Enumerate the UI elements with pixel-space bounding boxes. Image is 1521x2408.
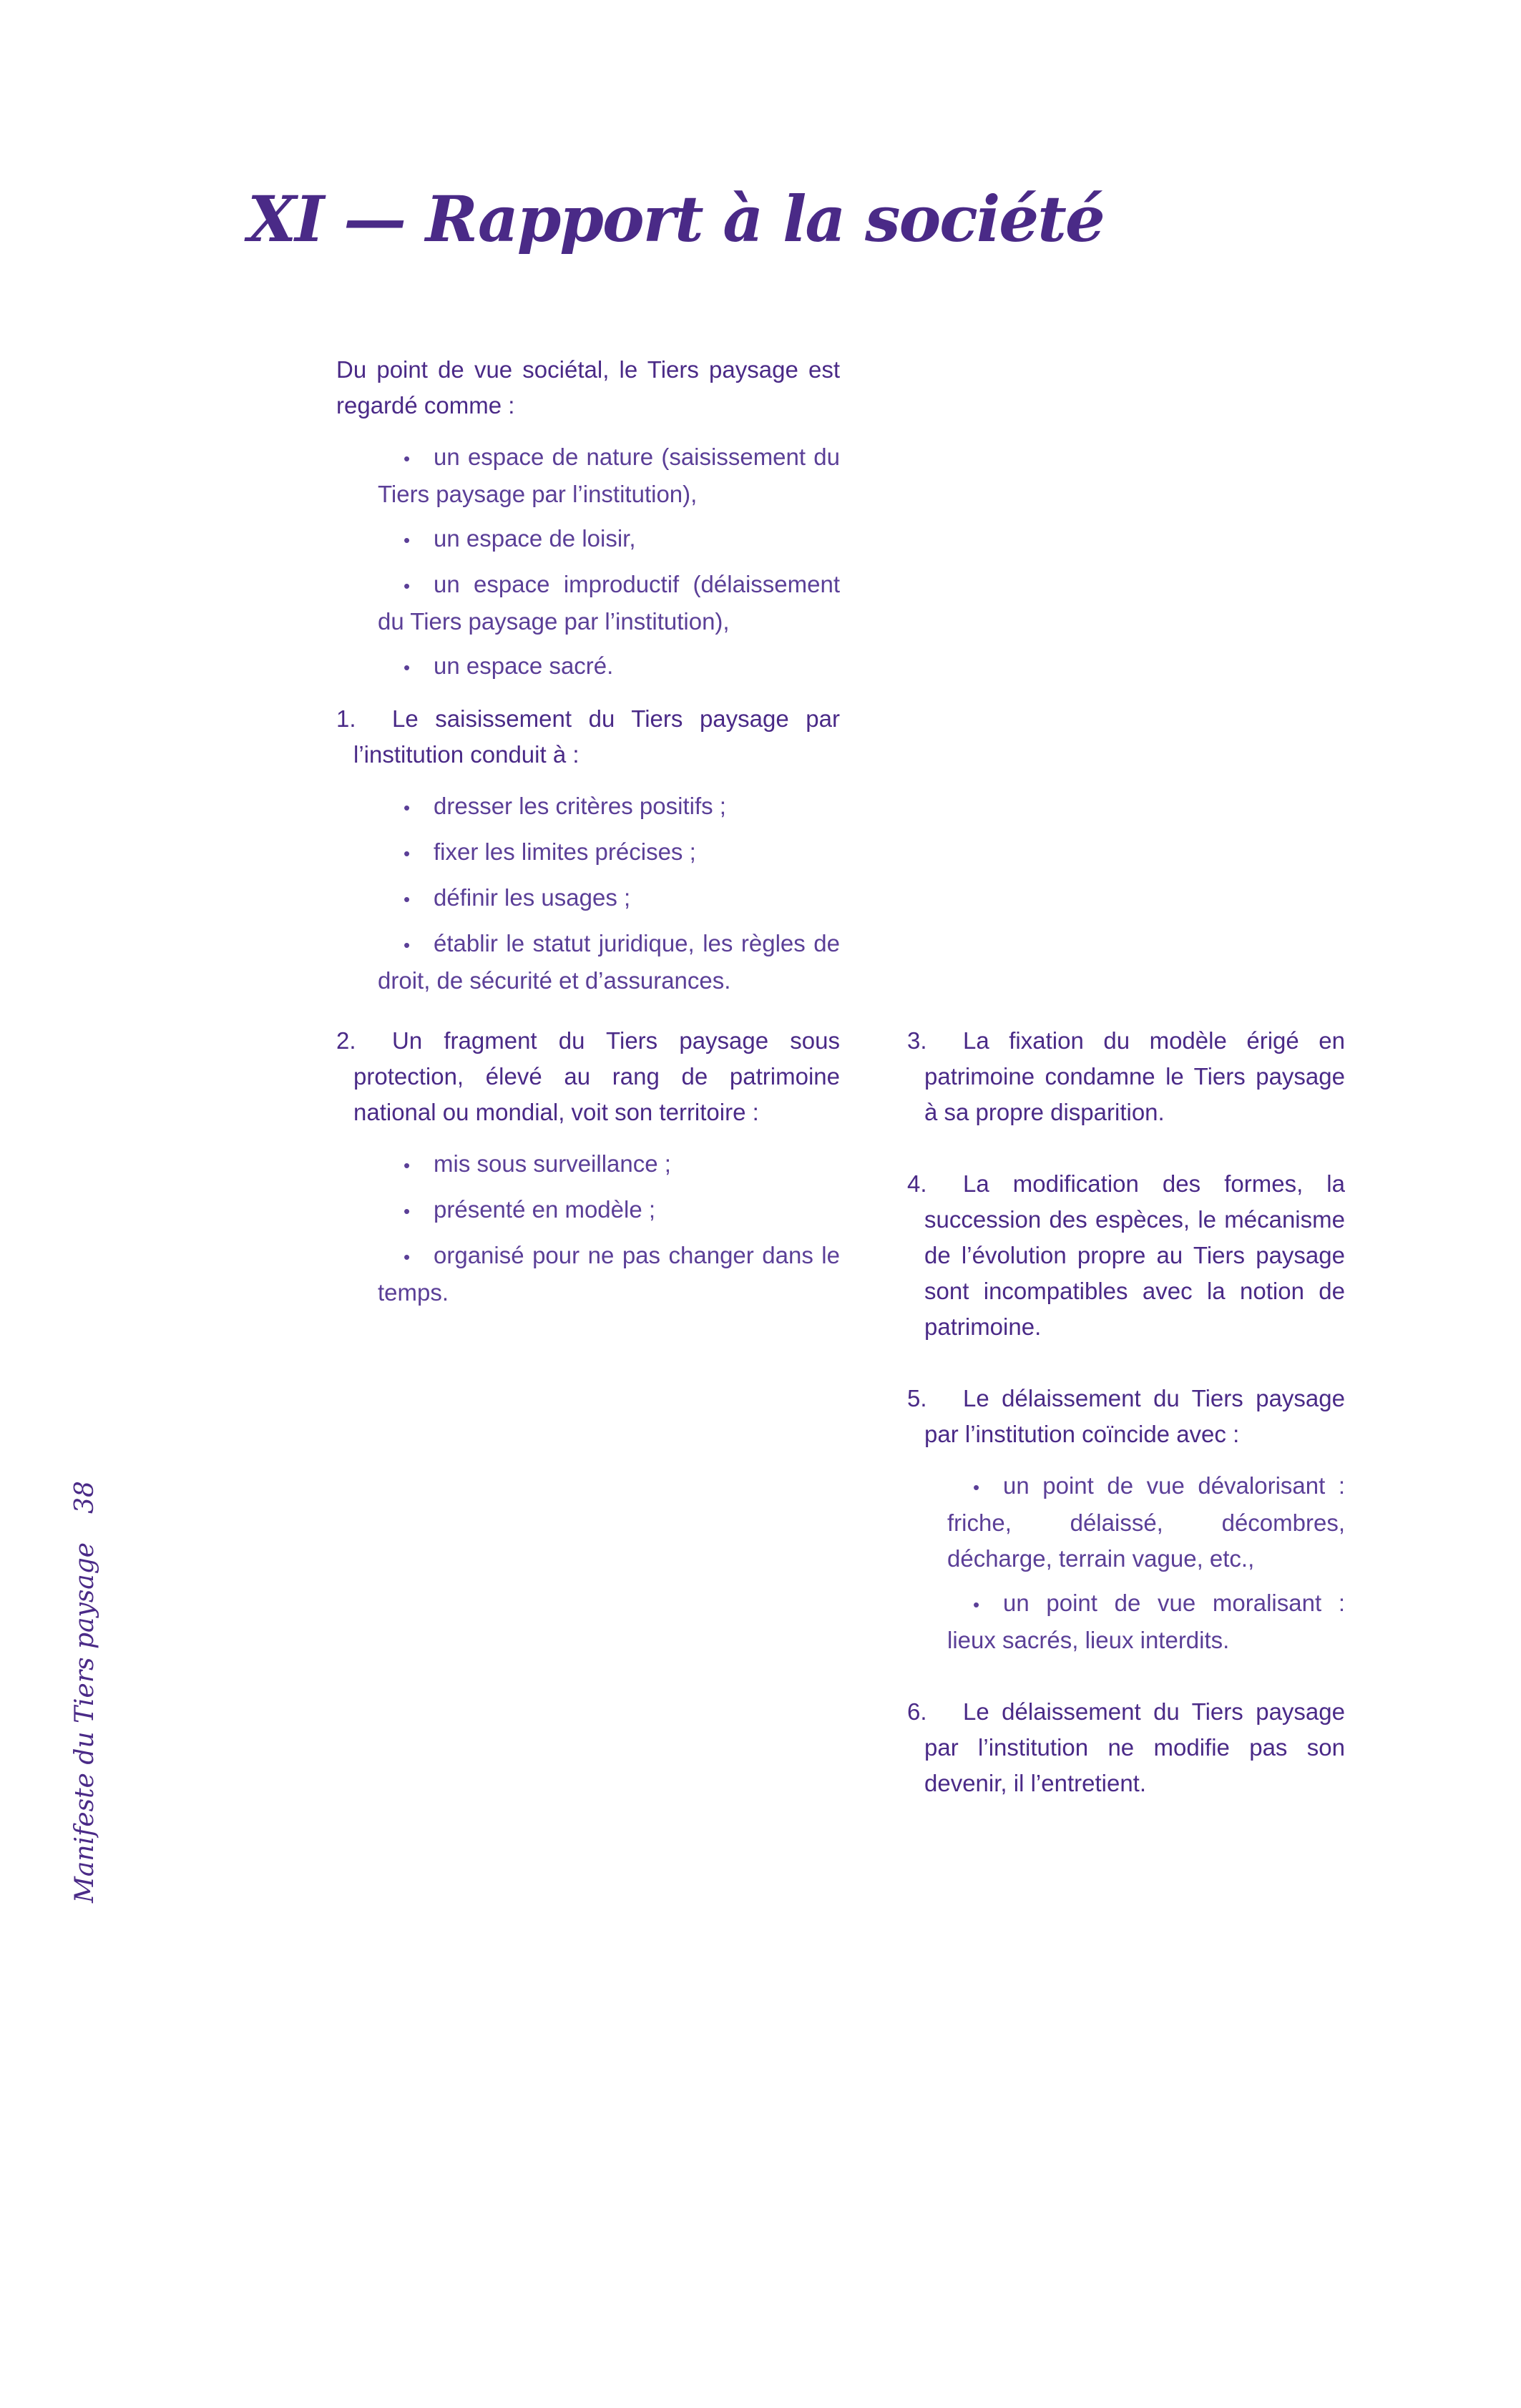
bullet-icon: • (404, 1200, 411, 1222)
item-number: 6. (907, 1698, 927, 1725)
item-5-bullet-list (947, 1468, 1345, 1658)
list-item: • un point de vue dévalorisant : friche, délaissé, décombres, décharge, terrain vague, etc., (947, 1468, 1345, 1577)
intro-paragraph: Du point de vue sociétal, le Tiers paysage est regardé comme : (336, 356, 840, 419)
numbered-item-1 (336, 701, 840, 773)
page-number: 38 (70, 1481, 99, 1514)
list-item: • un espace de nature (saisissement du Tiers paysage par l’institution), (378, 439, 840, 512)
bullet-icon: • (973, 1477, 980, 1498)
list-item: • présenté en modèle ; (378, 1192, 840, 1229)
bullet-icon: • (404, 934, 411, 956)
item-text: Le délaissement du Tiers paysage par l’institution ne modifie pas son devenir, il l’entretient. (924, 1698, 1345, 1796)
item-1-bullet-list (378, 788, 840, 999)
list-item: • un espace improductif (délaissement du Tiers paysage par l’institution), (378, 567, 840, 640)
item-number: 1. (336, 705, 356, 732)
item-text: La fixation du modèle érigé en patrimoine condamne le Tiers paysage à sa propre disparition. (924, 1027, 1345, 1125)
numbered-item-5 (907, 1381, 1345, 1452)
bullet-icon: • (404, 889, 411, 910)
numbered-item-4 (907, 1166, 1345, 1345)
bullet-icon: • (404, 1155, 411, 1176)
list-item: • dresser les critères positifs ; (378, 788, 840, 826)
list-item: • définir les usages ; (378, 880, 840, 917)
item-text: La modification des formes, la succession des espèces, le mécanisme de l’évolution propre au Tiers paysage sont incompatibles avec la notion de patrimoine. (924, 1170, 1345, 1340)
bullet-icon: • (404, 448, 411, 469)
item-number: 3. (907, 1027, 927, 1054)
numbered-item-2 (336, 1023, 840, 1130)
item-text: Un fragment du Tiers paysage sous protection, élevé au rang de patrimoine national ou mondial, voit son territoire : (353, 1027, 840, 1125)
bullet-icon: • (404, 657, 411, 678)
item-text: Le saisissement du Tiers paysage par l’institution conduit à : (353, 705, 840, 768)
book-title: Manifeste du Tiers paysage (70, 1542, 99, 1903)
numbered-item-3 (907, 1023, 1345, 1130)
item-number: 4. (907, 1170, 927, 1197)
list-item: • établir le statut juridique, les règles de droit, de sécurité et d’assurances. (378, 926, 840, 999)
bullet-icon: • (404, 797, 411, 818)
list-item: • un point de vue moralisant : lieux sacrés, lieux interdits. (947, 1585, 1345, 1658)
list-item: • un espace de loisir, (378, 521, 840, 558)
left-column-top (336, 352, 840, 1014)
list-item: • fixer les limites précises ; (378, 834, 840, 871)
item-number: 2. (336, 1027, 356, 1054)
item-text: Le délaissement du Tiers paysage par l’institution coïncide avec : (924, 1385, 1345, 1447)
list-item: • mis sous surveillance ; (378, 1146, 840, 1183)
bullet-icon: • (404, 1246, 411, 1268)
item-2-bullet-list (378, 1146, 840, 1311)
bullet-icon: • (404, 843, 411, 864)
left-column-bottom (336, 1023, 840, 1326)
right-column (907, 1023, 1345, 1837)
bullet-icon: • (404, 575, 411, 597)
item-number: 5. (907, 1385, 927, 1411)
intro-bullet-list (378, 439, 840, 685)
numbered-item-6 (907, 1694, 1345, 1801)
list-item: • organisé pour ne pas changer dans le temps. (378, 1238, 840, 1311)
bullet-icon: • (973, 1594, 980, 1615)
list-item: • un espace sacré. (378, 648, 840, 685)
chapter-title: XI — Rapport à la société (248, 182, 1104, 256)
bullet-icon: • (404, 529, 411, 551)
